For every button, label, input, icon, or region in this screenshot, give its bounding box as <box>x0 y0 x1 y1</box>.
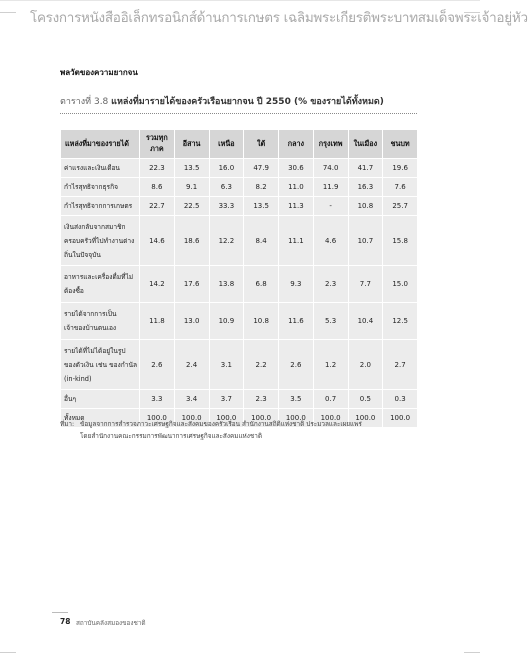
source-note <box>60 418 422 442</box>
table-cell: 7.6 <box>383 178 418 197</box>
table-cell: 1.2 <box>313 340 348 390</box>
table-row <box>61 390 418 409</box>
table-cell: 16.3 <box>348 178 383 197</box>
source-label: ที่มา: <box>60 420 75 428</box>
table-row <box>61 340 418 390</box>
table-cell: 3.3 <box>140 390 175 409</box>
crop-mark-bottom-left <box>0 652 16 653</box>
table-cell: 100.0 <box>383 409 418 428</box>
table-cell: 6.8 <box>244 266 279 303</box>
table-cell: 33.3 <box>209 197 244 216</box>
row-label: เงินส่งกลับจากสมาชิกครอบครัวที่ไปทำงานต่างถิ่นในปัจจุบัน <box>61 216 140 266</box>
source-line-2: โดยสำนักงานคณะกรรมการพัฒนาการเศรษฐกิจและสังคมแห่งชาติ <box>80 432 262 440</box>
table-cell: 12.5 <box>383 303 418 340</box>
table-cell: 16.0 <box>209 159 244 178</box>
table-row <box>61 216 418 266</box>
section-title: พลวัตของความยากจน <box>60 68 138 77</box>
crop-mark-top-left <box>0 12 16 13</box>
table-cell: 2.6 <box>140 340 175 390</box>
table-row <box>61 266 418 303</box>
column-header: เหนือ <box>209 130 244 159</box>
table-cell: 10.8 <box>348 197 383 216</box>
table-cell: - <box>313 197 348 216</box>
table-cell: 14.6 <box>140 216 175 266</box>
table-cell: 3.7 <box>209 390 244 409</box>
table-row <box>61 159 418 178</box>
table-cell: 8.2 <box>244 178 279 197</box>
table-cell: 22.3 <box>140 159 175 178</box>
table-header-row <box>61 130 418 159</box>
row-label: รายได้ที่ไม่ได้อยู่ในรูปของตัวเงิน เช่น ของกำนัล (in-kind) <box>61 340 140 390</box>
table-cell: 0.7 <box>313 390 348 409</box>
table-cell: 11.8 <box>140 303 175 340</box>
table-cell: 100.0 <box>174 409 209 428</box>
table-cell: 2.0 <box>348 340 383 390</box>
table-caption-text: แหล่งที่มารายได้ของครัวเรือนยากจน ปี 2550 (% ของรายได้ทั้งหมด) <box>111 97 384 107</box>
column-header: ใต้ <box>244 130 279 159</box>
table-cell: 11.1 <box>279 216 314 266</box>
table-cell: 11.3 <box>279 197 314 216</box>
column-header: รวมทุกภาค <box>140 130 175 159</box>
table-cell: 8.4 <box>244 216 279 266</box>
column-header: กรุงเทพ <box>313 130 348 159</box>
table-cell: 41.7 <box>348 159 383 178</box>
crop-mark-bottom-right <box>464 652 480 653</box>
footer-rule <box>52 612 68 613</box>
table-cell: 22.7 <box>140 197 175 216</box>
page-number: 78 <box>60 617 71 626</box>
table-cell: 5.3 <box>313 303 348 340</box>
table-cell: 14.2 <box>140 266 175 303</box>
table-cell: 6.3 <box>209 178 244 197</box>
table-cell: 2.6 <box>279 340 314 390</box>
table-cell: 15.0 <box>383 266 418 303</box>
table-cell: 47.9 <box>244 159 279 178</box>
table-cell: 11.0 <box>279 178 314 197</box>
table-caption-label: ตารางที่ 3.8 <box>60 97 109 107</box>
table-cell: 18.6 <box>174 216 209 266</box>
table-cell: 22.5 <box>174 197 209 216</box>
column-header: ในเมือง <box>348 130 383 159</box>
table-cell: 12.2 <box>209 216 244 266</box>
row-label: กำไรสุทธิจากธุรกิจ <box>61 178 140 197</box>
table-cell: 74.0 <box>313 159 348 178</box>
top-rule <box>0 0 480 1</box>
table-cell: 100.0 <box>279 409 314 428</box>
table-cell: 13.8 <box>209 266 244 303</box>
table-cell: 25.7 <box>383 197 418 216</box>
table-cell: 11.9 <box>313 178 348 197</box>
table-cell: 10.9 <box>209 303 244 340</box>
table-cell: 100.0 <box>313 409 348 428</box>
table-cell: 13.0 <box>174 303 209 340</box>
income-source-table <box>60 129 418 428</box>
table-cell: 30.6 <box>279 159 314 178</box>
table-cell: 8.6 <box>140 178 175 197</box>
running-header: โครงการหนังสืออิเล็กทรอนิกส์ด้านการเกษตร เฉลิมพระเกียรติพระบาทสมเด็จพระเจ้าอยู่หัว <box>30 10 528 26</box>
table-cell: 15.8 <box>383 216 418 266</box>
table-cell: 13.5 <box>244 197 279 216</box>
source-line-1: ข้อมูลจากการสำรวจภาวะเศรษฐกิจและสังคมของครัวเรือน สำนักงานสถิติแห่งชาติ ประมวลและเผยแพร่ <box>80 420 362 428</box>
table-cell: 0.5 <box>348 390 383 409</box>
table-cell: 13.5 <box>174 159 209 178</box>
table-cell: 19.6 <box>383 159 418 178</box>
table-cell: 100.0 <box>140 409 175 428</box>
table-cell: 100.0 <box>244 409 279 428</box>
table-cell: 9.1 <box>174 178 209 197</box>
row-label: รายได้จากการเป็นเจ้าของบ้านตนเอง <box>61 303 140 340</box>
footer-text: สถาบันคลังสมองของชาติ <box>76 619 146 627</box>
row-label: อื่นๆ <box>61 390 140 409</box>
table-cell: 2.3 <box>244 390 279 409</box>
column-header: ชนบท <box>383 130 418 159</box>
table-cell: 7.7 <box>348 266 383 303</box>
table-cell: 3.1 <box>209 340 244 390</box>
table-cell: 100.0 <box>348 409 383 428</box>
row-label: ค่าแรงและเงินเดือน <box>61 159 140 178</box>
table-cell: 11.6 <box>279 303 314 340</box>
table-cell: 3.5 <box>279 390 314 409</box>
column-header: อีสาน <box>174 130 209 159</box>
table-cell: 0.3 <box>383 390 418 409</box>
table-cell: 2.2 <box>244 340 279 390</box>
table-row <box>61 197 418 216</box>
caption-divider <box>60 113 417 114</box>
table-cell: 10.8 <box>244 303 279 340</box>
row-label: ทั้งหมด <box>61 409 140 428</box>
column-header-source: แหล่งที่มาของรายได้ <box>61 130 140 159</box>
column-header: กลาง <box>279 130 314 159</box>
table-cell: 2.7 <box>383 340 418 390</box>
row-label: อาหารและเครื่องดื่มที่ไม่ต้องซื้อ <box>61 266 140 303</box>
table-row <box>61 178 418 197</box>
table-caption <box>60 94 420 108</box>
table-cell: 10.7 <box>348 216 383 266</box>
table-cell: 9.3 <box>279 266 314 303</box>
table-cell: 10.4 <box>348 303 383 340</box>
table-cell: 4.6 <box>313 216 348 266</box>
table-cell: 3.4 <box>174 390 209 409</box>
table-cell: 100.0 <box>209 409 244 428</box>
row-label: กำไรสุทธิจากการเกษตร <box>61 197 140 216</box>
table-cell: 2.4 <box>174 340 209 390</box>
table-cell: 17.6 <box>174 266 209 303</box>
table-row <box>61 303 418 340</box>
table-cell: 2.3 <box>313 266 348 303</box>
